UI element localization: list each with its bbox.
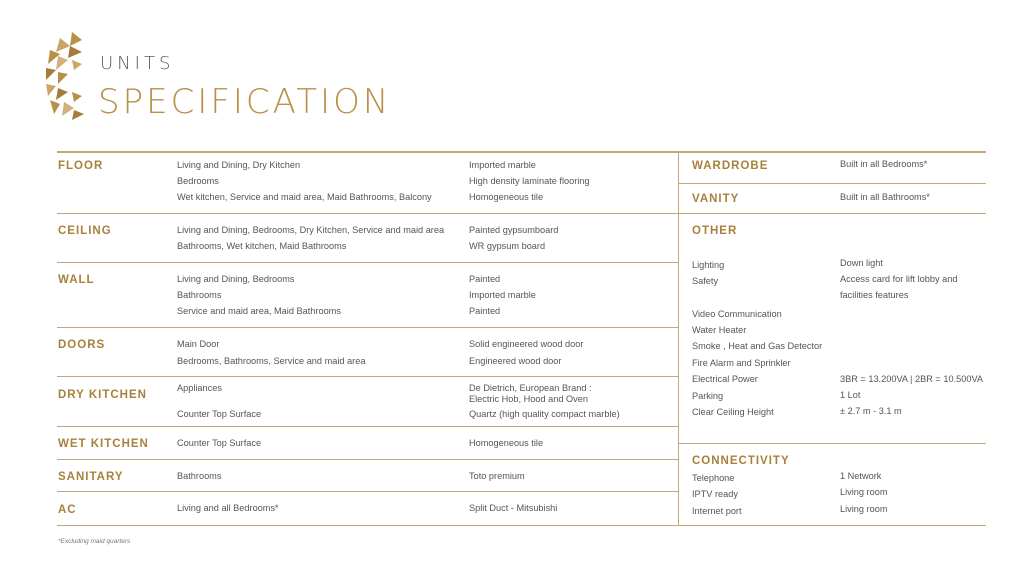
connectivity-item: Telephone (692, 473, 735, 483)
column-divider (678, 151, 679, 525)
connectivity-label: CONNECTIVITY (692, 455, 790, 467)
dry-kitchen-area: Counter Top Surface (177, 409, 262, 419)
wall-spec: Imported marble (469, 290, 536, 300)
dry-kitchen-spec: Electric Hob, Hood and Oven (469, 394, 588, 404)
wall-area: Service and maid area, Maid Bathrooms (177, 306, 341, 316)
floor-area: Wet kitchen, Service and maid area, Maid Bathrooms, Balcony (177, 192, 432, 202)
sanitary-area: Bathrooms (177, 471, 222, 481)
dry-kitchen-spec: De Dietrich, European Brand : (469, 383, 592, 393)
divider (678, 213, 986, 214)
sanitary-spec: Toto premium (469, 471, 525, 481)
floor-spec: Homogeneous tile (469, 192, 544, 202)
divider (57, 327, 678, 328)
doors-area: Bedrooms, Bathrooms, Service and maid area (177, 356, 366, 366)
connectivity-value: Living room (840, 487, 888, 497)
ceiling-label: CEILING (58, 225, 112, 237)
floor-area: Bedrooms (177, 176, 219, 186)
ceiling-area: Bathrooms, Wet kitchen, Maid Bathrooms (177, 241, 347, 251)
ceiling-spec: Painted gypsumboard (469, 225, 559, 235)
parking-value: 1 Lot (840, 390, 861, 400)
other-item: Electrical Power (692, 374, 758, 384)
logo-ornament-icon (42, 30, 92, 120)
heading-specification: SPECIFICATION (98, 82, 392, 122)
other-item: Parking (692, 391, 724, 401)
doors-area: Main Door (177, 339, 220, 349)
ceiling-area: Living and Dining, Bedrooms, Dry Kitchen, Service and maid area (177, 225, 445, 235)
doors-label: DOORS (58, 339, 106, 351)
power-value: 3BR = 13.200VA | 2BR = 10.500VA (840, 374, 984, 384)
ceiling-height-value: ± 2.7 m - 3.1 m (840, 406, 902, 416)
connectivity-value: 1 Network (840, 471, 882, 481)
divider (57, 491, 678, 492)
other-item: Video Communication (692, 309, 782, 319)
floor-spec: High density laminate flooring (469, 176, 590, 186)
lighting-value: Down light (840, 258, 883, 268)
divider (678, 525, 986, 526)
divider (57, 262, 678, 263)
dry-kitchen-spec: Quartz (high quality compact marble) (469, 409, 620, 419)
dry-kitchen-label: DRY KITCHEN (58, 389, 147, 401)
divider (57, 459, 678, 460)
other-item: Clear Ceiling Height (692, 407, 774, 417)
dry-kitchen-area: Appliances (177, 383, 222, 393)
ac-label: AC (58, 504, 77, 516)
footnote: *Excluding maid quarters (58, 538, 131, 545)
doors-spec: Engineered wood door (469, 356, 562, 366)
vanity-label: VANITY (692, 193, 740, 205)
ceiling-spec: WR gypsum board (469, 241, 546, 251)
other-item: Fire Alarm and Sprinkler (692, 358, 791, 368)
divider (678, 443, 986, 444)
wall-spec: Painted (469, 306, 501, 316)
connectivity-item: Internet port (692, 506, 742, 516)
divider (678, 183, 986, 184)
other-item: Safety (692, 276, 719, 286)
vanity-spec: Built in all Bathrooms* (840, 192, 930, 202)
heading-units: UNITS (100, 53, 175, 74)
floor-label: FLOOR (58, 160, 104, 172)
wardrobe-spec: Built in all Bedrooms* (840, 159, 928, 169)
connectivity-value: Living room (840, 504, 888, 514)
other-item: Smoke , Heat and Gas Detector (692, 341, 823, 351)
divider (57, 213, 678, 214)
divider (678, 151, 986, 153)
wall-area: Bathrooms (177, 290, 222, 300)
wet-kitchen-spec: Homogeneous tile (469, 438, 544, 448)
divider (57, 426, 678, 427)
floor-spec: Imported marble (469, 160, 536, 170)
divider (57, 151, 678, 153)
wardrobe-label: WARDROBE (692, 160, 769, 172)
divider (57, 376, 678, 377)
wall-label: WALL (58, 274, 95, 286)
safety-value: facilities features (840, 290, 909, 300)
other-item: Water Heater (692, 325, 747, 335)
wall-spec: Painted (469, 274, 501, 284)
wet-kitchen-label: WET KITCHEN (58, 438, 149, 450)
wet-kitchen-area: Counter Top Surface (177, 438, 262, 448)
other-label: OTHER (692, 225, 738, 237)
ac-area: Living and all Bedrooms* (177, 503, 279, 513)
divider (57, 525, 678, 526)
sanitary-label: SANITARY (58, 471, 124, 483)
other-item: Lighting (692, 260, 725, 270)
ac-spec: Split Duct - Mitsubishi (469, 503, 558, 513)
floor-area: Living and Dining, Dry Kitchen (177, 160, 301, 170)
doors-spec: Solid engineered wood door (469, 339, 584, 349)
safety-value: Access card for lift lobby and (840, 274, 958, 284)
connectivity-item: IPTV ready (692, 489, 738, 499)
wall-area: Living and Dining, Bedrooms (177, 274, 295, 284)
